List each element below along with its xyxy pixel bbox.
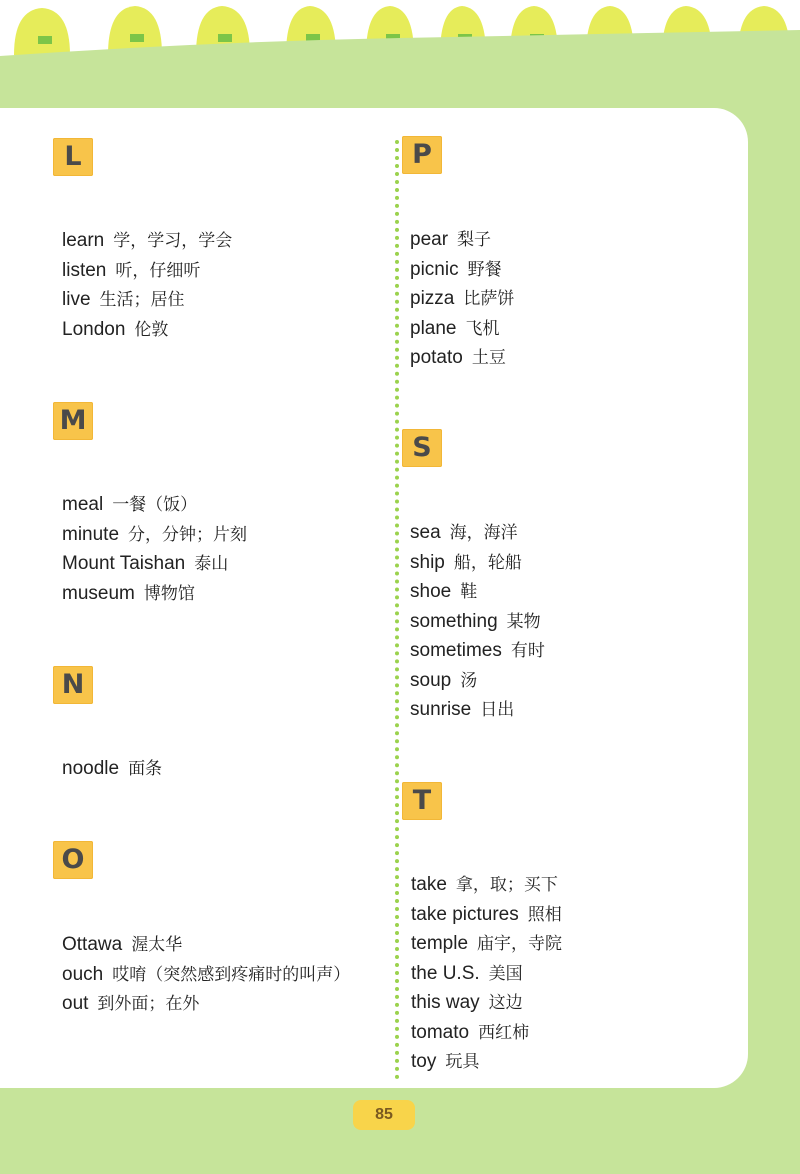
entry-word: potato xyxy=(410,347,463,368)
list-item xyxy=(410,666,545,696)
entry-meaning: 土豆 xyxy=(471,348,506,368)
list-item xyxy=(410,695,545,725)
entry-meaning: 海，海洋 xyxy=(449,523,518,543)
entry-meaning: 一餐（饭） xyxy=(112,495,198,515)
top-decoration xyxy=(0,0,800,70)
entry-word: tomato xyxy=(411,1021,470,1043)
list-item xyxy=(411,900,562,930)
entry-meaning: 伦敦 xyxy=(134,319,169,340)
list-item xyxy=(62,315,232,345)
entry-meaning: 玩具 xyxy=(445,1052,480,1072)
entry-meaning: 生活；居住 xyxy=(99,290,185,310)
entry-word: minute xyxy=(62,523,120,545)
letter-badge-p: P xyxy=(402,136,442,174)
list-item xyxy=(410,314,514,344)
list-item xyxy=(410,518,545,548)
list-item xyxy=(411,1047,562,1077)
list-item xyxy=(62,989,350,1019)
entry-word: noodle xyxy=(62,758,120,779)
list-item xyxy=(411,988,562,1018)
list-item xyxy=(62,285,232,315)
letter-badge-n: N xyxy=(53,666,93,704)
entry-word: ouch xyxy=(62,963,104,985)
entry-word: Ottawa xyxy=(62,934,123,955)
entry-word: sea xyxy=(410,522,441,543)
entry-word: sometimes xyxy=(410,640,502,661)
entry-meaning: 庙宇，寺院 xyxy=(477,934,563,954)
entry-meaning: 面条 xyxy=(128,759,163,779)
list-item xyxy=(411,929,562,959)
list-item xyxy=(62,549,247,579)
entry-word: meal xyxy=(62,494,104,515)
entry-word: pear xyxy=(410,229,449,250)
entry-meaning: 博物馆 xyxy=(143,583,195,604)
entry-meaning: 比萨饼 xyxy=(463,289,515,309)
list-item xyxy=(410,225,514,255)
list-item xyxy=(410,343,514,373)
letter-badge-s: S xyxy=(402,429,442,467)
word-list-s xyxy=(410,518,545,725)
entry-word: take pictures xyxy=(411,903,519,925)
entry-word: live xyxy=(62,289,91,310)
entry-meaning: 到外面；在外 xyxy=(97,994,200,1014)
word-list-o xyxy=(62,930,350,1019)
entry-word: London xyxy=(62,318,126,340)
list-item xyxy=(410,548,545,578)
entry-meaning: 有时 xyxy=(510,641,545,661)
entry-meaning: 梨子 xyxy=(457,230,492,250)
entry-word: something xyxy=(410,610,498,632)
entry-word: plane xyxy=(410,317,457,339)
word-list-n xyxy=(62,754,162,784)
list-item xyxy=(410,577,545,607)
list-item xyxy=(410,636,545,666)
entry-word: the U.S. xyxy=(411,962,480,984)
entry-word: this way xyxy=(411,992,480,1013)
list-item xyxy=(411,870,562,900)
leaf-border-decoration xyxy=(0,0,800,70)
entry-meaning: 哎唷（突然感到疼痛时的叫声） xyxy=(112,964,351,985)
word-list-l xyxy=(62,226,232,344)
entry-word: soup xyxy=(410,669,452,691)
word-list-p xyxy=(410,225,514,373)
entry-meaning: 拿，取；买下 xyxy=(455,875,558,895)
entry-meaning: 听，仔细听 xyxy=(115,260,201,281)
list-item xyxy=(62,960,350,990)
entry-meaning: 泰山 xyxy=(194,554,229,574)
letter-badge-l: L xyxy=(53,138,93,176)
list-item xyxy=(410,284,514,314)
entry-meaning: 这边 xyxy=(488,993,523,1013)
column-divider xyxy=(395,140,399,1080)
entry-meaning: 鞋 xyxy=(460,582,478,602)
letter-badge-o: O xyxy=(53,841,93,879)
entry-meaning: 船，轮船 xyxy=(453,552,522,573)
list-item xyxy=(411,959,562,989)
entry-word: shoe xyxy=(410,581,452,602)
entry-meaning: 日出 xyxy=(480,700,515,720)
entry-word: learn xyxy=(62,230,105,251)
entry-word: listen xyxy=(62,259,107,281)
page-number: 85 xyxy=(353,1100,415,1130)
letter-badge-t: T xyxy=(402,782,442,820)
list-item xyxy=(62,579,247,609)
entry-word: museum xyxy=(62,582,135,604)
entry-meaning: 照相 xyxy=(527,904,562,925)
entry-meaning: 汤 xyxy=(460,670,478,691)
list-item xyxy=(62,930,350,960)
entry-word: pizza xyxy=(410,288,455,309)
entry-word: toy xyxy=(411,1051,437,1072)
word-list-m xyxy=(62,490,247,608)
entry-word: take xyxy=(411,874,447,895)
entry-meaning: 美国 xyxy=(488,963,523,984)
list-item xyxy=(62,256,232,286)
entry-meaning: 学，学习，学会 xyxy=(113,231,233,251)
list-item xyxy=(62,490,247,520)
entry-meaning: 渥太华 xyxy=(131,935,183,955)
list-item xyxy=(62,754,162,784)
letter-badge-m: M xyxy=(53,402,93,440)
list-item xyxy=(62,226,232,256)
list-item xyxy=(411,1018,562,1048)
entry-meaning: 野餐 xyxy=(467,259,502,280)
entry-word: sunrise xyxy=(410,699,472,720)
entry-meaning: 某物 xyxy=(506,611,541,632)
entry-word: out xyxy=(62,993,89,1014)
entry-word: temple xyxy=(411,933,469,954)
entry-word: picnic xyxy=(410,258,459,280)
entry-meaning: 飞机 xyxy=(465,318,500,339)
list-item xyxy=(62,520,247,550)
entry-word: ship xyxy=(410,551,445,573)
list-item xyxy=(410,607,545,637)
word-list-t xyxy=(411,870,562,1077)
entry-word: Mount Taishan xyxy=(62,553,186,574)
entry-meaning: 西红柿 xyxy=(478,1022,530,1043)
entry-meaning: 分，分钟；片刻 xyxy=(128,524,248,545)
list-item xyxy=(410,255,514,285)
